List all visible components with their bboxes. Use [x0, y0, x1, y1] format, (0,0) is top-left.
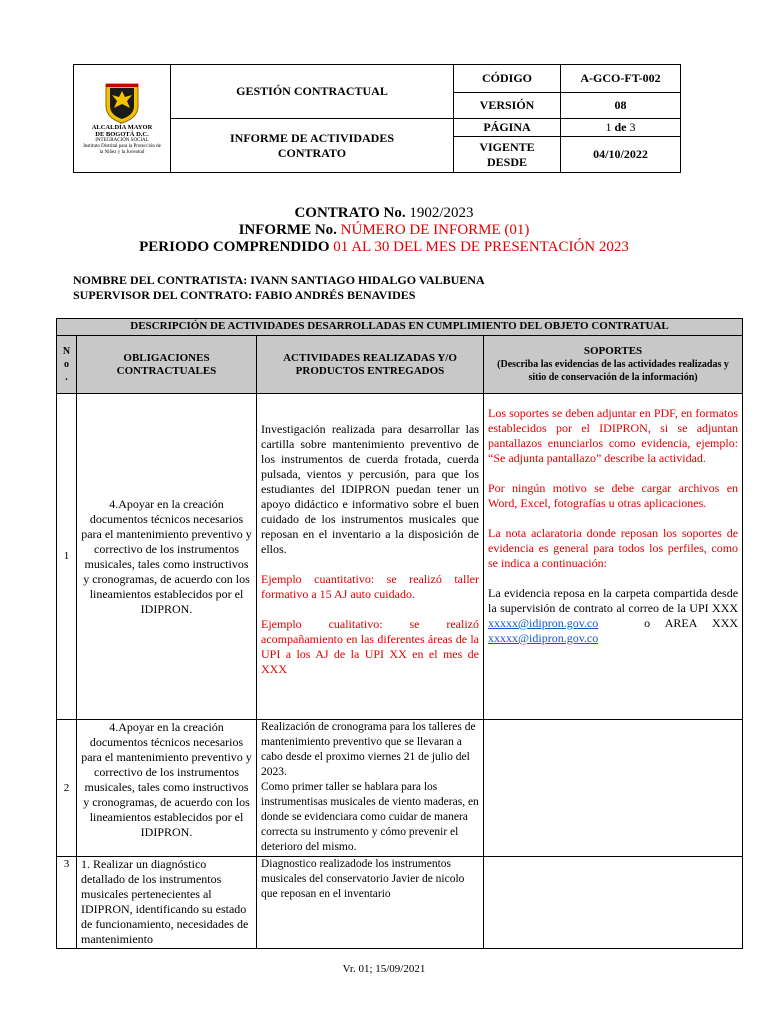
row-obligacion: 1. Realizar un diagnóstico detallado de los instrumentos musicales pertenecientes al IDIPRON, identificando su estado de funcionamiento, necesidades de mantenimiento [77, 857, 257, 949]
pagina-label: PÁGINA [454, 119, 561, 137]
version-label: VERSIÓN [454, 93, 561, 119]
activities-table [56, 318, 743, 949]
row-obligacion: 4.Apoyar en la creación documentos técnicos necesarios para el mantenimiento preventivo y correctivo de los instrumentos musicales, tales como instructivos y cronogramas, de acuerdo con los lineamientos establecidos por el IDIPRON. [77, 394, 257, 720]
email-link-area[interactable]: xxxxx@idipron.gov.co [488, 631, 599, 645]
col-header-no-text: N o . [62, 346, 71, 383]
area-text: o AREA XXX [644, 616, 739, 630]
soporte-evidence [488, 586, 738, 646]
soporte-instructions: Los soportes se deben adjuntar en PDF, en formatos establecidos por el IDIPRON, si se adjuntan pantallazos enunciarlos como evidencia, ejemplo: “Se adjunta pantallazo” describe la actividad. [488, 406, 739, 465]
periodo-line [0, 239, 768, 255]
logo-line-1: ALCALDÍA MAYOR [91, 123, 153, 131]
actividad-text: Investigación realizada para desarrollar las cartilla sobre mantenimiento preventivo de los instrumentos de cuerda frotada, cuerda pulsada, vientos y percusión, para que los estudiantes del IDIPRON puedan tener un apoyo didáctico e informativo sobre el buen cuidado de los instrumentos musicales que reposan en el inventario a la disposición de ellos. [261, 422, 479, 556]
contratista-name: NOMBRE DEL CONTRATISTA: IVANN SANTIAGO HIDALGO VALBUENA [73, 273, 485, 287]
pagina-total: 3 [626, 120, 636, 134]
actividad-text-2: Como primer taller se hablara para los instrumentisas musicales de viento maderas, en donde se evidenciara como cuidar de manera correcta su instrumento y cómo prevenir el deterioro del mismo. [261, 781, 479, 853]
supervisor-name: SUPERVISOR DEL CONTRATO: FABIO ANDRÉS BENAVIDES [73, 288, 416, 302]
actividad-text: Realización de cronograma para los talleres de mantenimiento preventivo que se llevaran a cabo desde el proximo viernes 21 de julio del 2023. [261, 721, 476, 778]
col-header-obligaciones-text: OBLIGACIONES CONTRACTUALES [116, 351, 217, 377]
col-header-soportes-title: SOPORTES [583, 345, 643, 357]
header-title-top: GESTIÓN CONTRACTUAL [171, 65, 454, 119]
table-row [57, 394, 743, 720]
bogota-coat-of-arms-icon [102, 82, 142, 124]
row-number: 1 [57, 394, 77, 720]
header-title-bottom [171, 119, 454, 173]
contrato-line [0, 205, 768, 221]
col-header-actividades [257, 336, 484, 394]
logo-line-4: Instituto Distrital para la Protección de la Niñez y la Juventud [83, 143, 161, 155]
informe-label: INFORME No. [238, 222, 337, 238]
row-number: 3 [57, 857, 77, 949]
col-header-actividades-text: ACTIVIDADES REALIZADAS Y/O PRODUCTOS ENTREGADOS [283, 351, 457, 377]
header-title-bottom-text: INFORME DE ACTIVIDADES CONTRATO [229, 130, 395, 160]
pagina-current: 1 [605, 120, 615, 134]
col-header-no [57, 336, 77, 394]
pagina-value [561, 119, 681, 137]
version-value: 08 [561, 93, 681, 119]
footer-version: Vr. 01; 15/09/2021 [342, 963, 426, 975]
informe-value: NÚMERO DE INFORME (01) [336, 222, 530, 238]
row-number: 2 [57, 720, 77, 857]
informe-line [0, 222, 768, 238]
row-soportes [484, 720, 743, 857]
contrato-label: CONTRATO No. [294, 205, 406, 221]
ejemplo-cualitativo: Ejemplo cualitativo: se realizó acompañamiento en las diferentes áreas de la UPI a los AJ de la UPI XX en el mes de XXX [261, 617, 479, 676]
table-row [57, 857, 743, 949]
periodo-value: 01 AL 30 DEL MES DE PRESENTACIÓN 2023 [329, 239, 629, 255]
col-header-obligaciones [77, 336, 257, 394]
soporte-restriction: Por ningún motivo se debe cargar archivos en Word, Excel, fotografías u otras aplicaciones. [488, 481, 739, 510]
row-soportes [484, 857, 743, 949]
contrato-value: 1902/2023 [405, 205, 474, 221]
row-obligacion: 4.Apoyar en la creación documentos técnicos necesarios para el mantenimiento preventivo y correctivo de los instrumentos musicales, tales como instructivos y cronogramas, de acuerdo con los lineamientos establecidos por el IDIPRON. [77, 720, 257, 857]
pagina-de: de [614, 120, 627, 134]
vigente-label-text: VIGENTE DESDE [479, 139, 535, 169]
logo-cell [74, 65, 171, 173]
ejemplo-cuantitativo: Ejemplo cuantitativo: se realizó taller formativo a 15 AJ auto cuidado. [261, 572, 479, 601]
logo-line-3: INTEGRACIÓN SOCIAL [95, 137, 149, 143]
col-header-soportes-sub: (Describa las evidencias de las actividades realizadas y sitio de conservación de la información) [497, 359, 729, 383]
soporte-evidence-text: La evidencia reposa en la carpeta compartida desde la supervisión de contrato al correo de la UPI XXX [488, 586, 739, 615]
email-link-upi[interactable]: xxxxx@idipron.gov.co [488, 616, 599, 630]
vigente-label [454, 137, 561, 173]
codigo-label: CÓDIGO [454, 65, 561, 93]
vigente-value: 04/10/2022 [561, 137, 681, 173]
periodo-label: PERIODO COMPRENDIDO [139, 239, 330, 255]
row-actividad: Diagnostico realizadode los instrumentos musicales del conservatorio Javier de nicolo que reposan en el inventario [257, 857, 484, 949]
logo-line-2: DE BOGOTÁ D.C. [95, 130, 149, 138]
col-header-soportes [484, 336, 743, 394]
document-header [73, 64, 681, 173]
row-actividad [257, 394, 484, 720]
table-row [57, 720, 743, 857]
codigo-value: A-GCO-FT-002 [561, 65, 681, 93]
soporte-note: La nota aclaratoria donde reposan los soportes de evidencia es general para todos los perfiles, como se indica a continuación: [488, 526, 739, 570]
row-actividad [257, 720, 484, 857]
table-description-header: DESCRIPCIÓN DE ACTIVIDADES DESARROLLADAS EN CUMPLIMIENTO DEL OBJETO CONTRATUAL [57, 319, 743, 336]
row-soportes [484, 394, 743, 720]
